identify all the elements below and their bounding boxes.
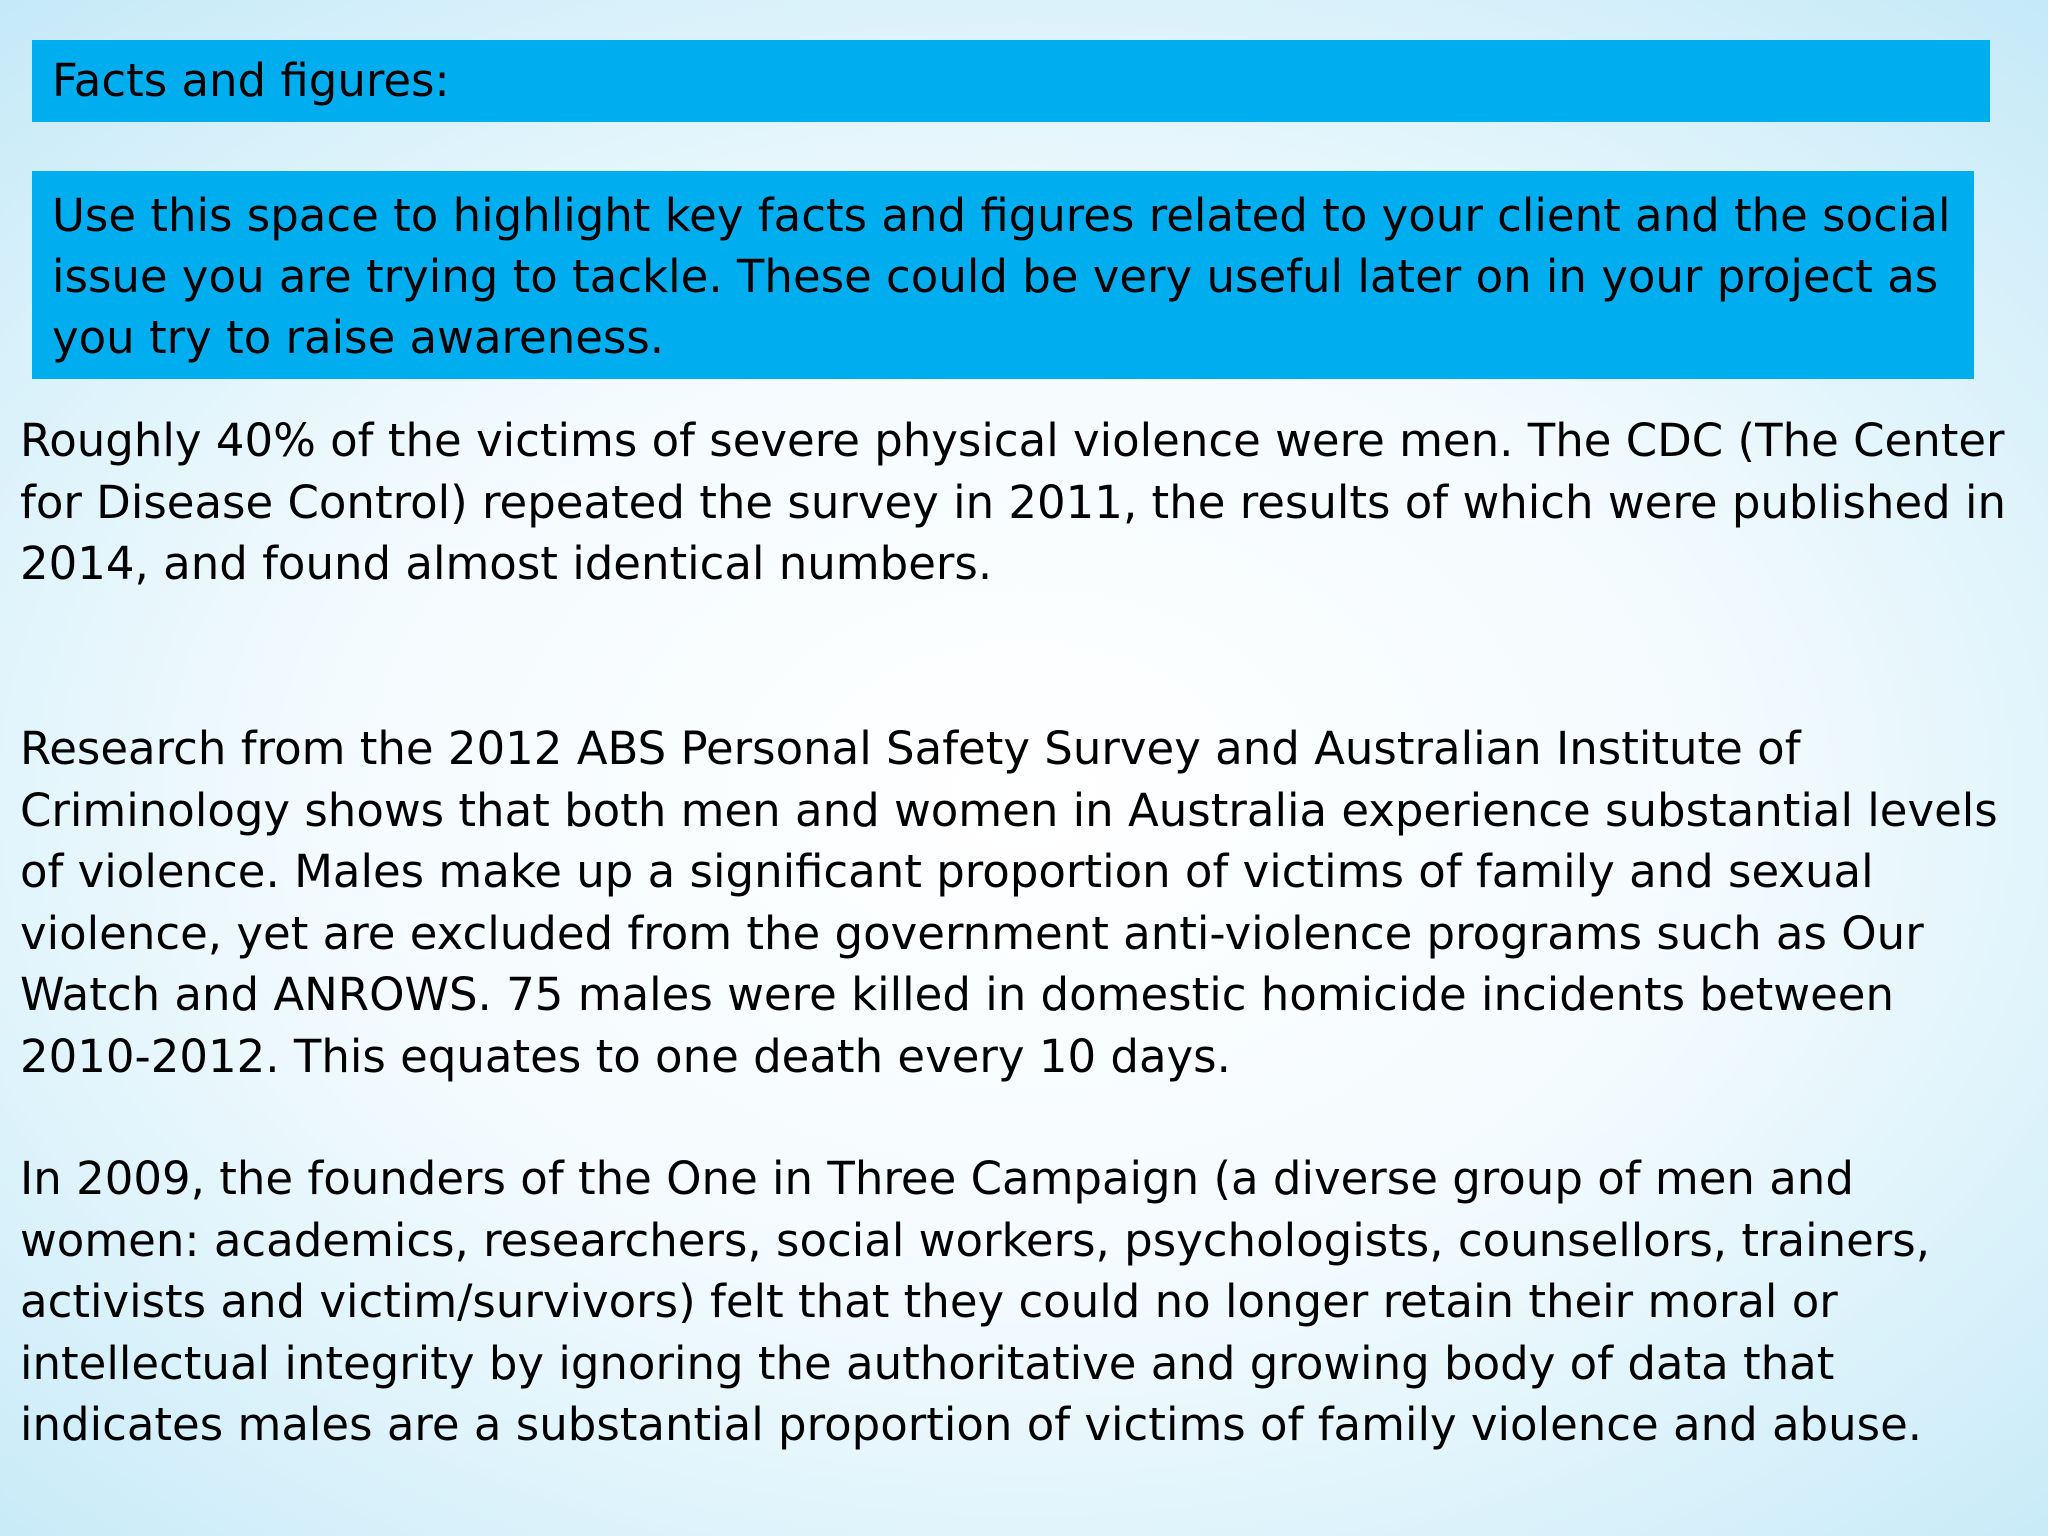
title-banner: [32, 40, 1990, 122]
slide-title: Facts and figures:: [52, 54, 450, 107]
paragraph-one-in-three: In 2009, the founders of the One in Three Campaign (a diverse group of men and women: academics, researchers, social workers, psychologists, counsellors, trainers, activists and victim/survivors) felt that they could no longer retain their moral or intellectual integrity by ignoring the authoritative and growing body of data that indicates males are a substantial proportion of victims of family violence and abuse.: [20, 1152, 1931, 1451]
paragraph-cdc-survey: Roughly 40% of the victims of severe physical violence were men. The CDC (The Center for Disease Control) repeated the survey in 2011, the results of which were published in 2014, and found almost identical numbers.: [20, 414, 2007, 590]
instruction-box: [32, 171, 1974, 379]
paragraph-abs-research: Research from the 2012 ABS Personal Safety Survey and Australian Institute of Criminology shows that both men and women in Australia experience substantial levels of violence. Males make up a significant proportion of victims of family and sexual violence, yet are excluded from the government anti-violence programs such as Our Watch and ANROWS. 75 males were killed in domestic homicide incidents between 2010-2012. This equates to one death every 10 days.: [20, 722, 1998, 1083]
instruction-text: Use this space to highlight key facts and figures related to your client and the social issue you are trying to tackle. These could be very useful later on in your project as you try to raise awareness.: [52, 189, 1951, 364]
